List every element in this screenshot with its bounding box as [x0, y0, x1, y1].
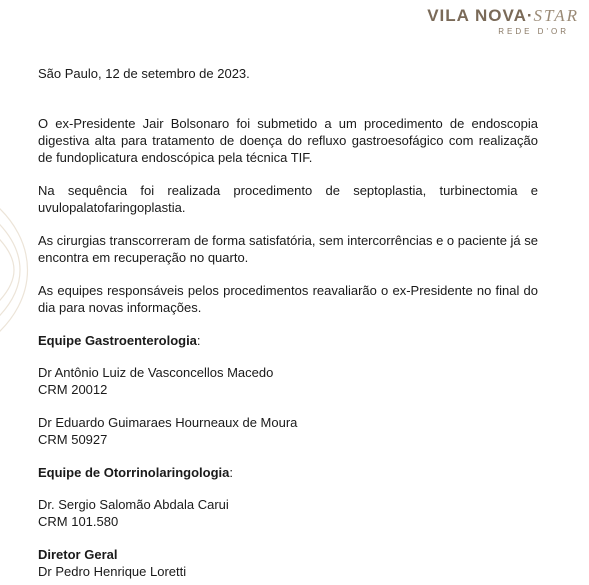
- doctor-name: Dr Antônio Luiz de Vasconcellos Macedo: [38, 365, 274, 380]
- doctor-entry: [38, 364, 538, 398]
- paragraph-surgery-status: As cirurgias transcorreram de forma satisfatória, sem intercorrências e o paciente já se encontra em recuperação no quarto.: [38, 233, 538, 265]
- paragraph-reevaluation: As equipes responsáveis pelos procedimentos reavaliarão o ex-Presidente no final do dia para novas informações.: [38, 283, 538, 315]
- team-title-gastro-text: Equipe Gastroenterologia: [38, 333, 197, 348]
- doctor-crm: CRM 50927: [38, 432, 108, 447]
- team-title-otorrino: [38, 464, 538, 481]
- doctor-name: Dr. Sergio Salomão Abdala Carui: [38, 497, 229, 512]
- logo-dot: ·: [526, 6, 534, 25]
- logo-main-text: VILA NOVA: [427, 6, 527, 25]
- logo-wordmark: [427, 6, 579, 26]
- paragraph-sequence: Na sequência foi realizada procedimento de septoplastia, turbinectomia e uvulopalatofaringoplastia.: [38, 183, 538, 215]
- paragraph-procedure: O ex-Presidente Jair Bolsonaro foi submetido a um procedimento de endoscopia digestiva alta para tratamento de doença do refluxo gastroesofágico com realização de fundoplicatura endoscópica pela técnica TIF.: [38, 116, 538, 165]
- team-title-gastro-colon: :: [196, 333, 201, 348]
- team-title-otorrino-colon: :: [229, 465, 234, 480]
- doctor-name: Dr Eduardo Guimaraes Hourneaux de Moura: [38, 415, 298, 430]
- date-line: São Paulo, 12 de setembro de 2023.: [38, 66, 250, 81]
- letter-body: [38, 65, 538, 580]
- director-title: Diretor Geral: [38, 547, 118, 562]
- team-title-gastro: [38, 332, 538, 349]
- director-name: Dr Pedro Henrique Loretti: [38, 564, 187, 579]
- hospital-logo: [427, 6, 579, 36]
- doctor-entry: [38, 496, 538, 530]
- team-title-otorrino-text: Equipe de Otorrinolaringologia: [38, 465, 230, 480]
- logo-subtitle: REDE D'OR: [498, 27, 569, 36]
- doctor-crm: CRM 101.580: [38, 514, 119, 529]
- doctor-entry: [38, 414, 538, 448]
- logo-star-text: STAR: [533, 6, 579, 25]
- doctor-crm: CRM 20012: [38, 382, 108, 397]
